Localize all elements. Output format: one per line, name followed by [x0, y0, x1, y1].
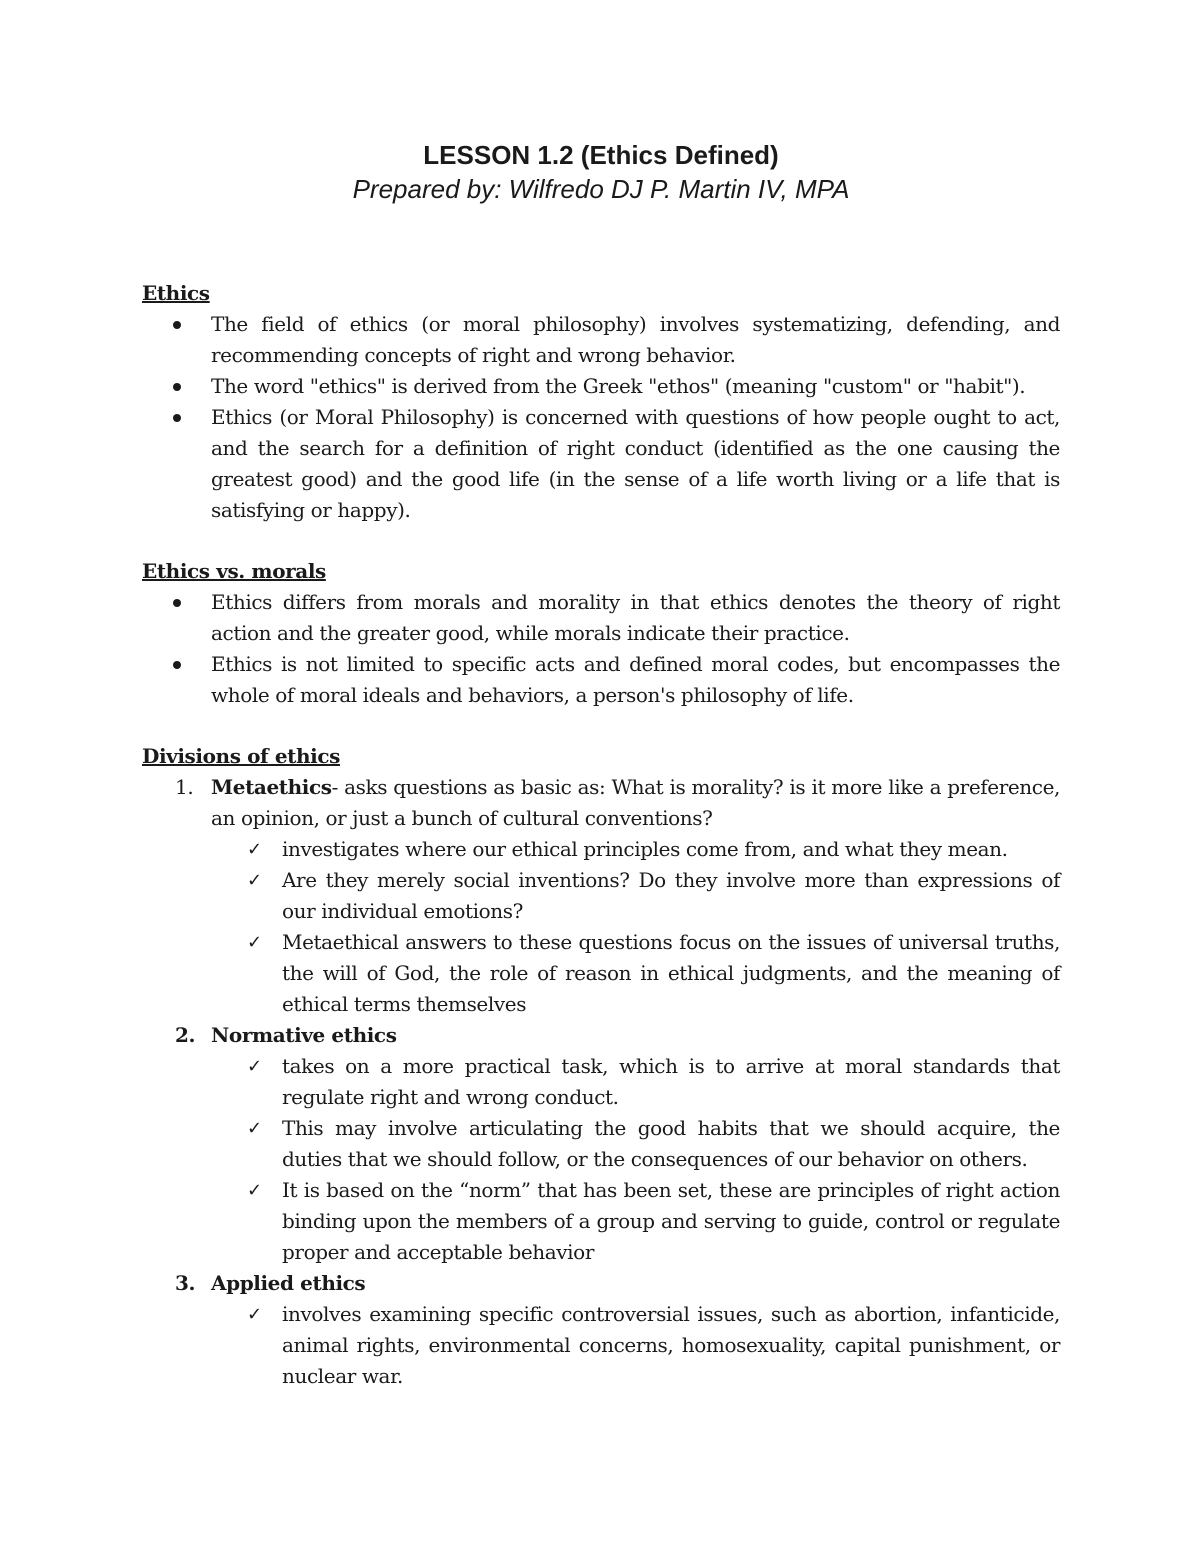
- bullet-dot-icon: [173, 414, 181, 422]
- checkmark-icon: ✓: [247, 1180, 262, 1201]
- document-page: [142, 138, 1060, 1422]
- division-item-applied: [142, 1268, 1060, 1392]
- section-heading-ethics: Ethics: [142, 281, 210, 305]
- division-intro: [211, 1268, 1060, 1299]
- checklist-item-text: It is based on the “norm” that has been set, these are principles of right action binding upon the members of a group and serving to guide, control or regulate proper and acceptable behavior: [282, 1178, 1060, 1264]
- bullet-dot-icon: [173, 599, 181, 607]
- checklist-item: [142, 865, 1060, 927]
- checklist-item-text: This may involve articulating the good habits that we should acquire, the duties that we should follow, or the consequences of our behavior on others.: [282, 1116, 1060, 1171]
- list-item: [142, 649, 1060, 711]
- division-intro-text: - asks questions as basic as: What is morality? is it more like a preference, an opinion, or just a bunch of cultural conventions?: [211, 775, 1060, 830]
- bullet-list: [142, 587, 1060, 711]
- checkmark-icon: ✓: [247, 1056, 262, 1077]
- checkmark-icon: ✓: [247, 1118, 262, 1139]
- checkmark-icon: ✓: [247, 870, 262, 891]
- list-number: 2.: [175, 1023, 196, 1047]
- section-heading-divisions: Divisions of ethics: [142, 744, 340, 768]
- checkmark-icon: ✓: [247, 932, 262, 953]
- division-title: Metaethics: [211, 775, 332, 799]
- checklist: [211, 1051, 1060, 1268]
- page-title: LESSON 1.2 (Ethics Defined): [423, 140, 779, 170]
- list-number: 3.: [175, 1271, 196, 1295]
- list-item-text: Ethics differs from morals and morality in that ethics denotes the theory of right action and the greater good, while morals indicate their practice.: [211, 590, 1060, 645]
- list-item-text: Ethics is not limited to specific acts and defined moral codes, but encompasses the whole of moral ideals and behaviors, a person's philosophy of life.: [211, 652, 1060, 707]
- checklist-item-text: investigates where our ethical principles come from, and what they mean.: [282, 837, 1008, 861]
- list-item: [142, 309, 1060, 371]
- checklist-item: [142, 1113, 1060, 1175]
- list-item-text: The word "ethics" is derived from the Greek "ethos" (meaning "custom" or "habit").: [211, 374, 1026, 398]
- checkmark-icon: ✓: [247, 1304, 262, 1325]
- division-title: Normative ethics: [211, 1023, 397, 1047]
- page-subtitle: Prepared by: Wilfredo DJ P. Martin IV, MPA: [352, 174, 850, 204]
- list-item-text: Ethics (or Moral Philosophy) is concerned with questions of how people ought to act, and the search for a definition of right conduct (identified as the one causing the greatest good) and the good life (in the sense of a life worth living or a life that is satisfying or happy).: [211, 405, 1060, 522]
- list-item-text: The field of ethics (or moral philosophy) involves systematizing, defending, and recommending concepts of right and wrong behavior.: [211, 312, 1060, 367]
- numbered-list: [142, 772, 1060, 1392]
- division-item-metaethics: [142, 772, 1060, 1020]
- checklist-item-text: takes on a more practical task, which is to arrive at moral standards that regulate right and wrong conduct.: [282, 1054, 1060, 1109]
- checklist-item: [142, 927, 1060, 1020]
- list-item: [142, 371, 1060, 402]
- checkmark-icon: ✓: [247, 839, 262, 860]
- checklist-item: [142, 1175, 1060, 1268]
- section-heading-ethics-vs-morals: Ethics vs. morals: [142, 559, 326, 583]
- checklist-item-text: Metaethical answers to these questions focus on the issues of universal truths, the will of God, the role of reason in ethical judgments, and the meaning of ethical terms themselves: [282, 930, 1060, 1016]
- section-ethics-vs-morals: [142, 556, 1060, 711]
- section-ethics: [142, 278, 1060, 526]
- list-number: 1.: [175, 775, 194, 799]
- checklist-item-text: involves examining specific controversial issues, such as abortion, infanticide, animal rights, environmental concerns, homosexuality, capital punishment, or nuclear war.: [282, 1302, 1060, 1388]
- division-intro: [211, 772, 1060, 834]
- bullet-list: [142, 309, 1060, 526]
- bullet-dot-icon: [173, 661, 181, 669]
- list-item: [142, 587, 1060, 649]
- checklist-item: [142, 834, 1060, 865]
- division-title: Applied ethics: [211, 1271, 366, 1295]
- checklist-item: [142, 1051, 1060, 1113]
- division-item-normative: [142, 1020, 1060, 1268]
- checklist: [211, 1299, 1060, 1392]
- list-item: [142, 402, 1060, 526]
- bullet-dot-icon: [173, 321, 181, 329]
- division-intro: [211, 1020, 1060, 1051]
- checklist-item-text: Are they merely social inventions? Do they involve more than expressions of our individual emotions?: [282, 868, 1060, 923]
- checklist-item: [142, 1299, 1060, 1392]
- bullet-dot-icon: [173, 383, 181, 391]
- section-divisions: [142, 741, 1060, 1392]
- checklist: [211, 834, 1060, 1020]
